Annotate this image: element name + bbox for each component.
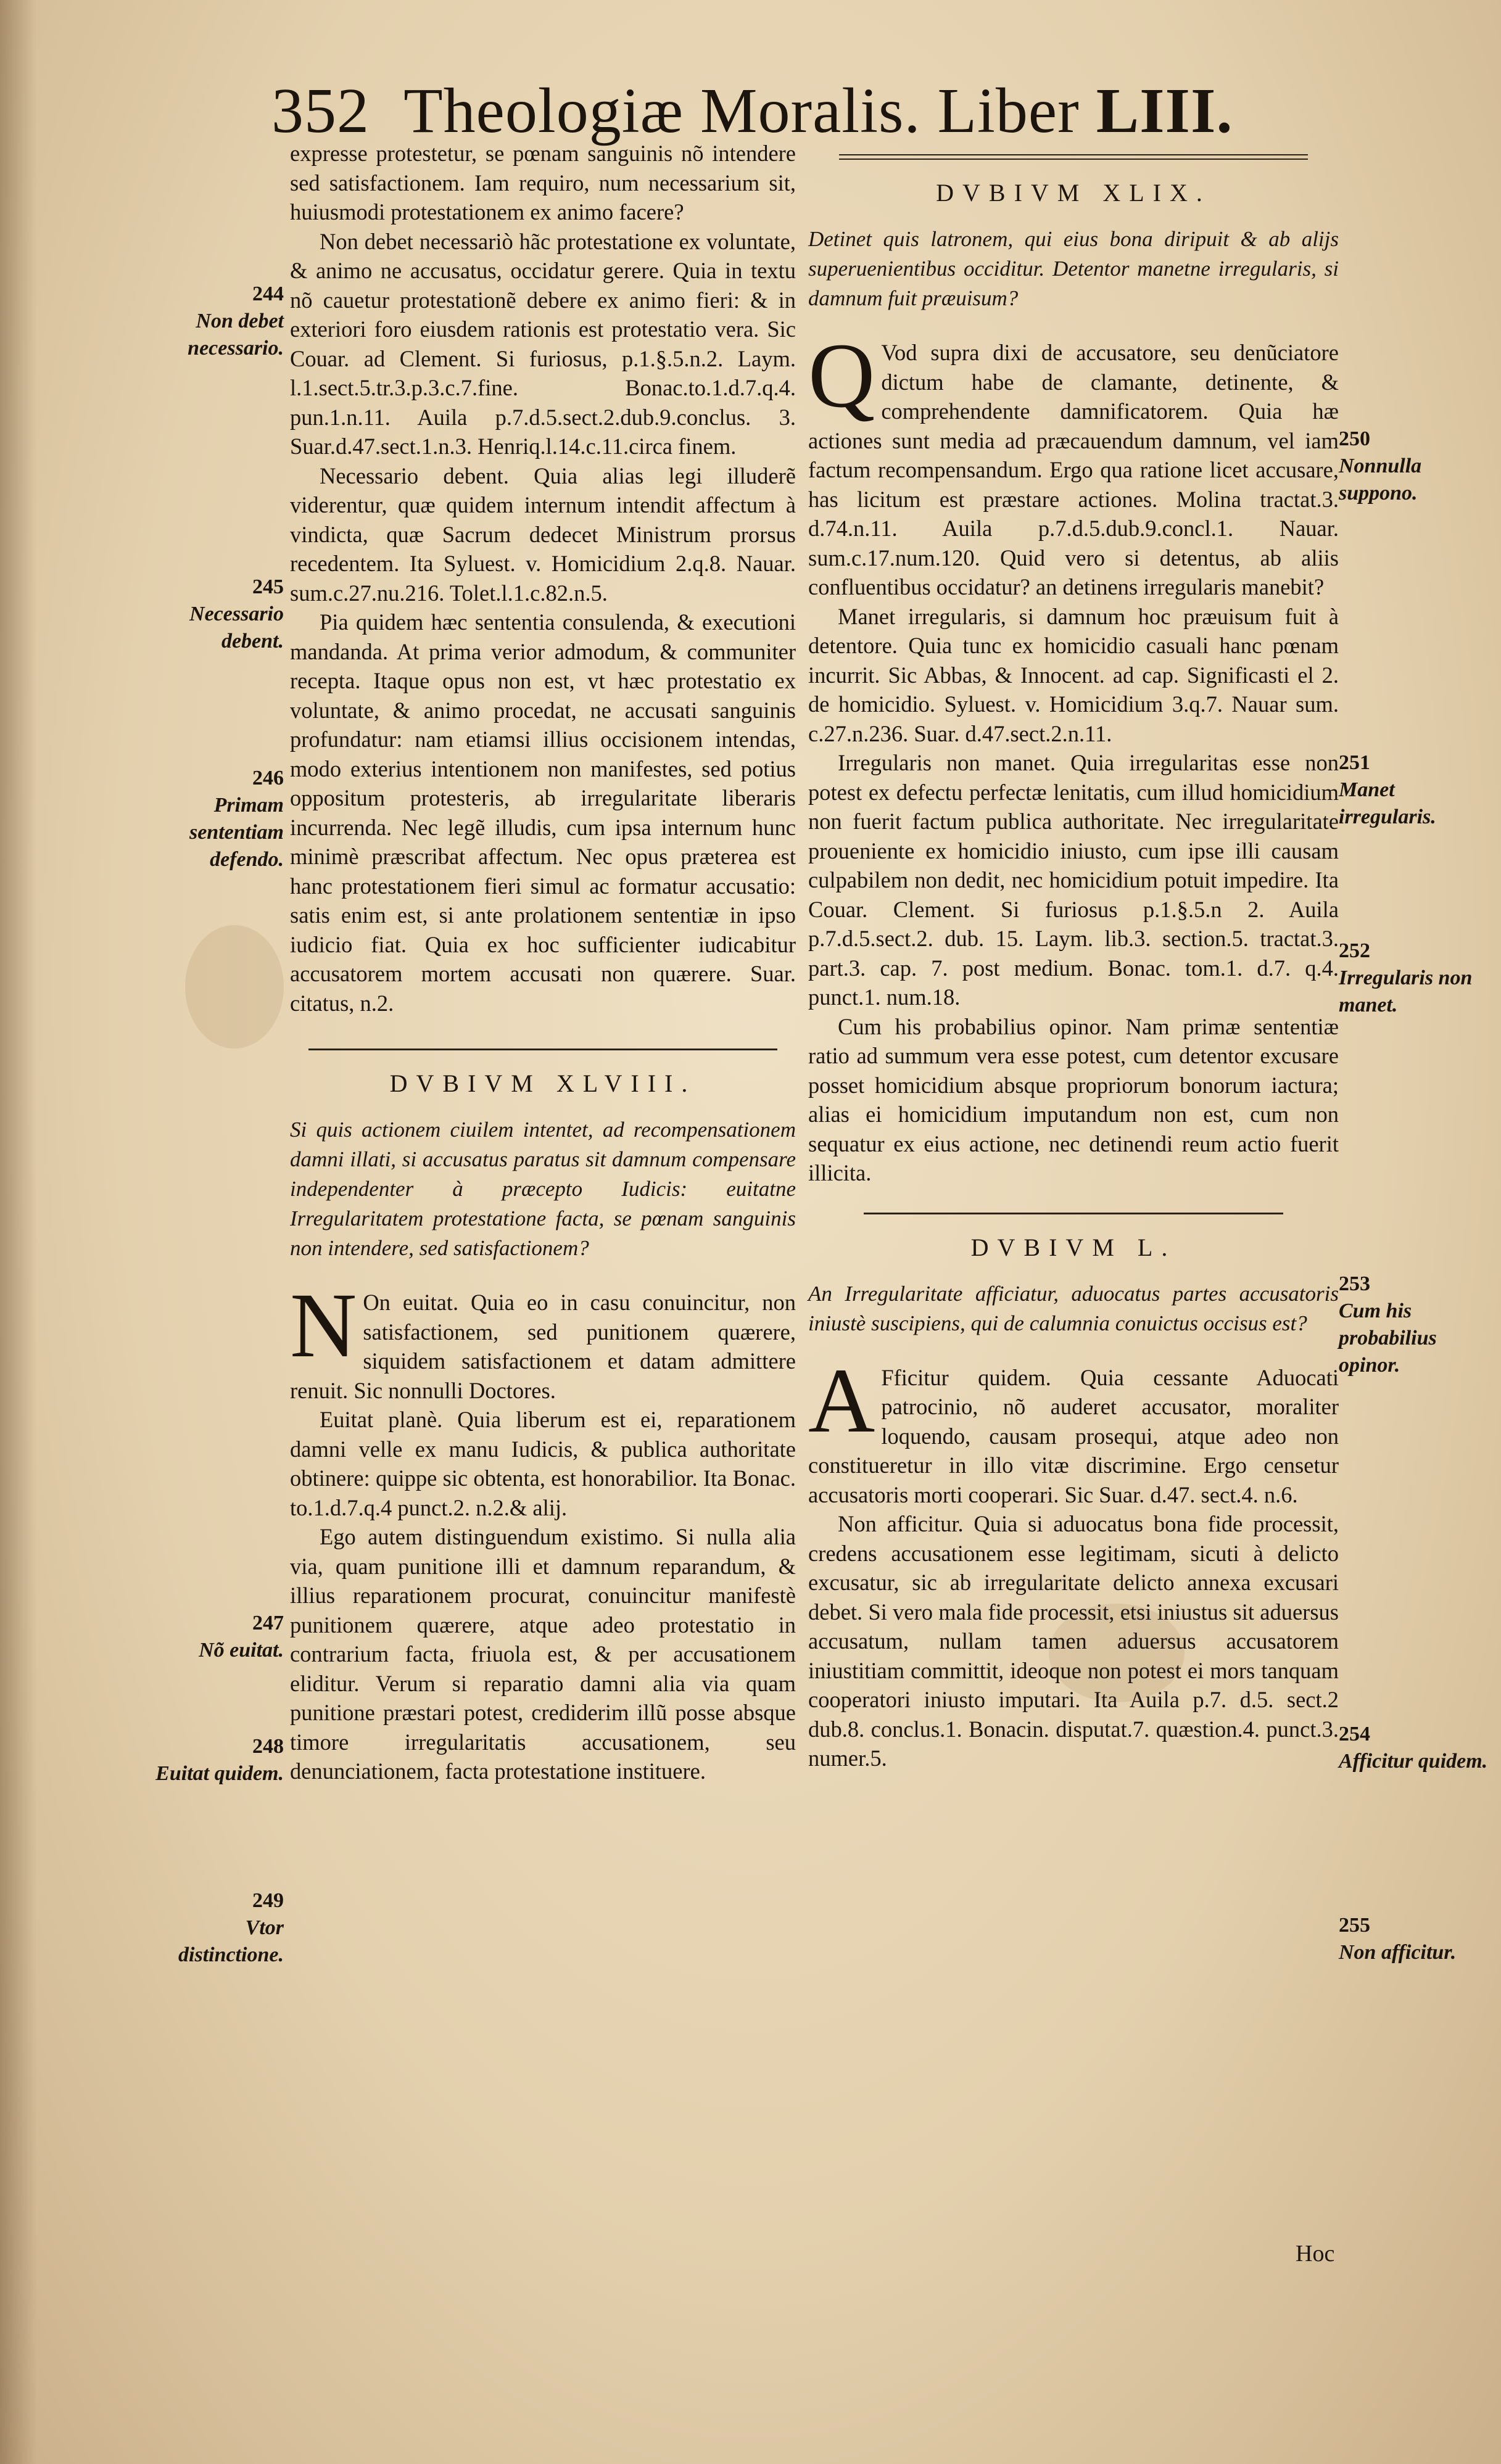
running-title: Theologiæ Moralis. Liber	[403, 75, 1080, 146]
left-column	[290, 139, 796, 1786]
paragraph-248: Euitat planè. Quia liberum est ei, reparationem damni velle ex manu Iudicis, & publica authoritate obtinere: quippe sic obtenta, est honorabilior. Ita Bonac. to.1.d.7.q.4 punct.2. n.2.& alij.	[290, 1407, 796, 1520]
margin-note-247: 247 Nõ euitat.	[199, 1612, 284, 1662]
section-rule	[864, 1213, 1283, 1214]
dubium-49-question: Detinet quis latronem, qui eius bona diripuit & ab alijs superuenientibus occiditur. Detentor manetne irregularis, si damnum fuit præuisum?	[808, 227, 1339, 310]
paper-stain	[185, 925, 284, 1049]
margin-note-244: 244 Non debet necessario.	[188, 282, 284, 360]
paragraph-245: Necessario debent. Quia alias legi illuderẽ viderentur, quæ quidem internum intendit affectum à vindicta, quæ Sacrum dedecet Ministrum prorsus recedentem. Ita Syluest. v. Homicidium 2.q.8. Nauar. sum.c.27.nu.216. Tolet.l.1.c.82.n.5.	[290, 463, 796, 606]
page-number: 352	[271, 75, 370, 146]
paragraph-244: Non debet necessariò hãc protestatione ex voluntate, & animo ne accusatus, occidatur gerere. Quia in textu nõ cauetur protestationẽ debere ex animo fieri: & in exteriori foro eiusdem rationis est protestatio vera. Sic Couar. ad Clement. Si furiosus, p.1.§.5.n.2. Laym. l.1.sect.5.tr.3.p.3.c.7.fine. Bonac.to.1.d.7.q.4. pun.1.n.11. Auila p.7.d.5.sect.2.dub.9.conclus. 3. Suar.d.47.sect.1.n.3. Henriq.l.14.c.11.circa finem.	[290, 228, 796, 459]
paragraph-continuation: expresse protestetur, se pœnam sanguinis nõ intendere sed satisfactionem. Iam requiro, num necessarium sit, huiusmodi protestationem ex animo facere?	[290, 141, 796, 225]
margin-note-251: 251 Manet irregularis.	[1339, 751, 1436, 828]
margin-note-253: 253 Cum his probabilius opinor.	[1339, 1272, 1437, 1377]
book-number: LIII.	[1096, 75, 1233, 146]
paragraph-255: Non afficitur. Quia si aduocatus bona fide processit, credens accusationem esse legitimam, sicuti à delicto excusatur, sic ab irregularitate delicto annexa excusari debet. Si vero mala fide processit, etsi iniustus sit aduersus accusatum, nullam tamen aduersus accusatorem iniustitiam committit, ideoque non potest ei mors tanquam cooperatori iniusto imputari. Ita Auila p.7. d.5. sect.2 dub.8. conclus.1. Bonacin. disputat.7. quæstion.4. punct.3. numer.5.	[808, 1511, 1339, 1771]
margin-note-249: 249 Vtor distinctione.	[178, 1889, 284, 1966]
margin-note-250: 250 Nonnulla suppono.	[1339, 427, 1422, 505]
dubium-50-title: DVBIVM L.	[970, 1233, 1176, 1261]
dubium-48-title: DVBIVM XLVIII.	[389, 1069, 697, 1097]
dubium-48-question: Si quis actionem ciuilem intentet, ad recompensationem damni illati, si accusatus paratus sit damnum compensare independenter à præcepto Iudicis: euitatne Irregularitatem protestatione facta, se pœnam sanguinis non intendere, sed satisfactionem?	[290, 1118, 796, 1260]
paragraph-253: Cum his probabilius opinor. Nam primæ sententiæ ratio ad summum vera esse potest, cum detentor excusare posset homicidium absque propriorum bonorum iactura; alias ei homicidium imputandum non est, cum non sequatur ex eius actione, nec detinendi reum actio fuerit illicita.	[808, 1013, 1339, 1185]
margin-note-254: 254 Afficitur quidem.	[1339, 1723, 1488, 1773]
section-rule	[839, 154, 1308, 160]
dubium-49-title: DVBIVM XLIX.	[936, 179, 1211, 207]
margin-note-245: 245 Necessario debent.	[189, 575, 284, 653]
spine-shadow	[0, 0, 37, 2464]
section-rule	[308, 1049, 777, 1050]
catchword: Hoc	[1296, 2241, 1335, 2267]
dropcap-a: A	[808, 1349, 875, 1452]
paragraph-251: Manet irregularis, si damnum hoc præuisum fuit à detentore. Quia tunc ex homicidio casuali hanc pœnam incurrit. Sic Abbas, & Innocent. ad cap. Significasti el 2. de homicidio. Syluest. v. Homicidium 3.q.7. Nauar sum. c.27.n.236. Suar. d.47.sect.2.n.11.	[808, 603, 1339, 746]
paragraph-254: Fficitur quidem. Quia cessante Aduocati patrocinio, nõ auderet accusator, moraliter loquendo, causam prosequi, atque adeo non constitueretur in illo vitæ discrimine. Ergo censetur accusatoris morti cooperari. Sic Suar. d.47. sect.4. n.6.	[808, 1364, 1339, 1507]
dubium-50-question: An Irregularitate afficiatur, aduocatus partes accusatoris iniustè suscipiens, qui de calumnia conuictus occisus est?	[808, 1281, 1339, 1335]
margin-note-246: 246 Primam sententiam defendo.	[189, 767, 284, 871]
paragraph-246: Pia quidem hæc sententia consulenda, & executioni mandanda. At prima verior admodum, & communiter recepta. Itaque opus non est, vt hæc protestatio ex voluntate, & animo procedat, ne accusati sanguinis profundatur: nam etiamsi illius occisionem intendas, modo exterius intentionem non manifestes, sed potius oppositum protesteris, ab irregularitate liberaris incurrenda. Nec legẽ illudis, cum ipsa internum hunc minimè præscribat affectum. Nec opus præterea est hanc protestationem fieri simul ac formatur accusatio: satis enim est, si ante prolationem sententiæ in ipso iudicio fiat. Quia ex hoc sufficienter iudicabitur accusatorem mortem accusati non quærere. Suar. citatus, n.2.	[290, 609, 796, 1016]
dropcap-n: N	[290, 1274, 357, 1377]
paragraph-249: Ego autem distinguendum existimo. Si nulla alia via, quam punitione illi et damnum reparandum, & illius reparationem procurat, conuincitur manifestè punitionem quærere, atque adeo protestatio in contrarium facta, friuola est, & per accusationem eliditur. Verum si reparatio damni alia via quam punitione præstari potest, crediderim illũ posse absque timore irregularitatis accusationem, seu denunciationem, facta protestatione instituere.	[290, 1524, 796, 1784]
margin-note-255: 255 Non afficitur.	[1339, 1914, 1457, 1964]
dropcap-q: Q	[808, 324, 875, 427]
margin-note-248: 248 Euitat quidem.	[155, 1735, 284, 1785]
right-column	[808, 154, 1339, 1773]
paragraph-250: Vod supra dixi de accusatore, seu denũciatore dictum habe de clamante, detinente, & comprehendente damnificatorem. Quia hæ actiones sunt media ad præcauendum damnum, vel iam factum recompensandum. Ergo qua ratione licet accusare, has licitum est præstare actiones. Molina tractat.3. d.74.n.11. Auila p.7.d.5.dub.9.concl.1. Nauar. sum.c.17.num.120. Quid vero si detentus, ab aliis confluentibus occidatur? an detinens irregularis manebit?	[808, 340, 1339, 600]
paragraph-252: Irregularis non manet. Quia irregularitas esse non potest ex defectu perfectæ lenitatis, cum illud homicidium non fuerit factum publica authoritate. Nec irregularitate proueniente ex homicidio iniusto, cum ipse illi causam culpabilem non dedit, nec homicidium potuit impedire. Ita Couar. Clement. Si furiosus p.1.§.5.n 2. Auila p.7.d.5.sect.2. dub. 15. Laym. lib.3. section.5. tractat.3. part.3. cap. 7. post medium. Bonac. tom.1. d.7. q.4. punct.1. num.18.	[808, 750, 1339, 1010]
margin-note-252: 252 Irregularis non manet.	[1339, 939, 1473, 1016]
paragraph-247: On euitat. Quia eo in casu conuincitur, non satisfactionem, sed punitionem quærere, siquidem satisfactionem et datam admittere renuit. Sic nonnulli Doctores.	[290, 1290, 796, 1403]
